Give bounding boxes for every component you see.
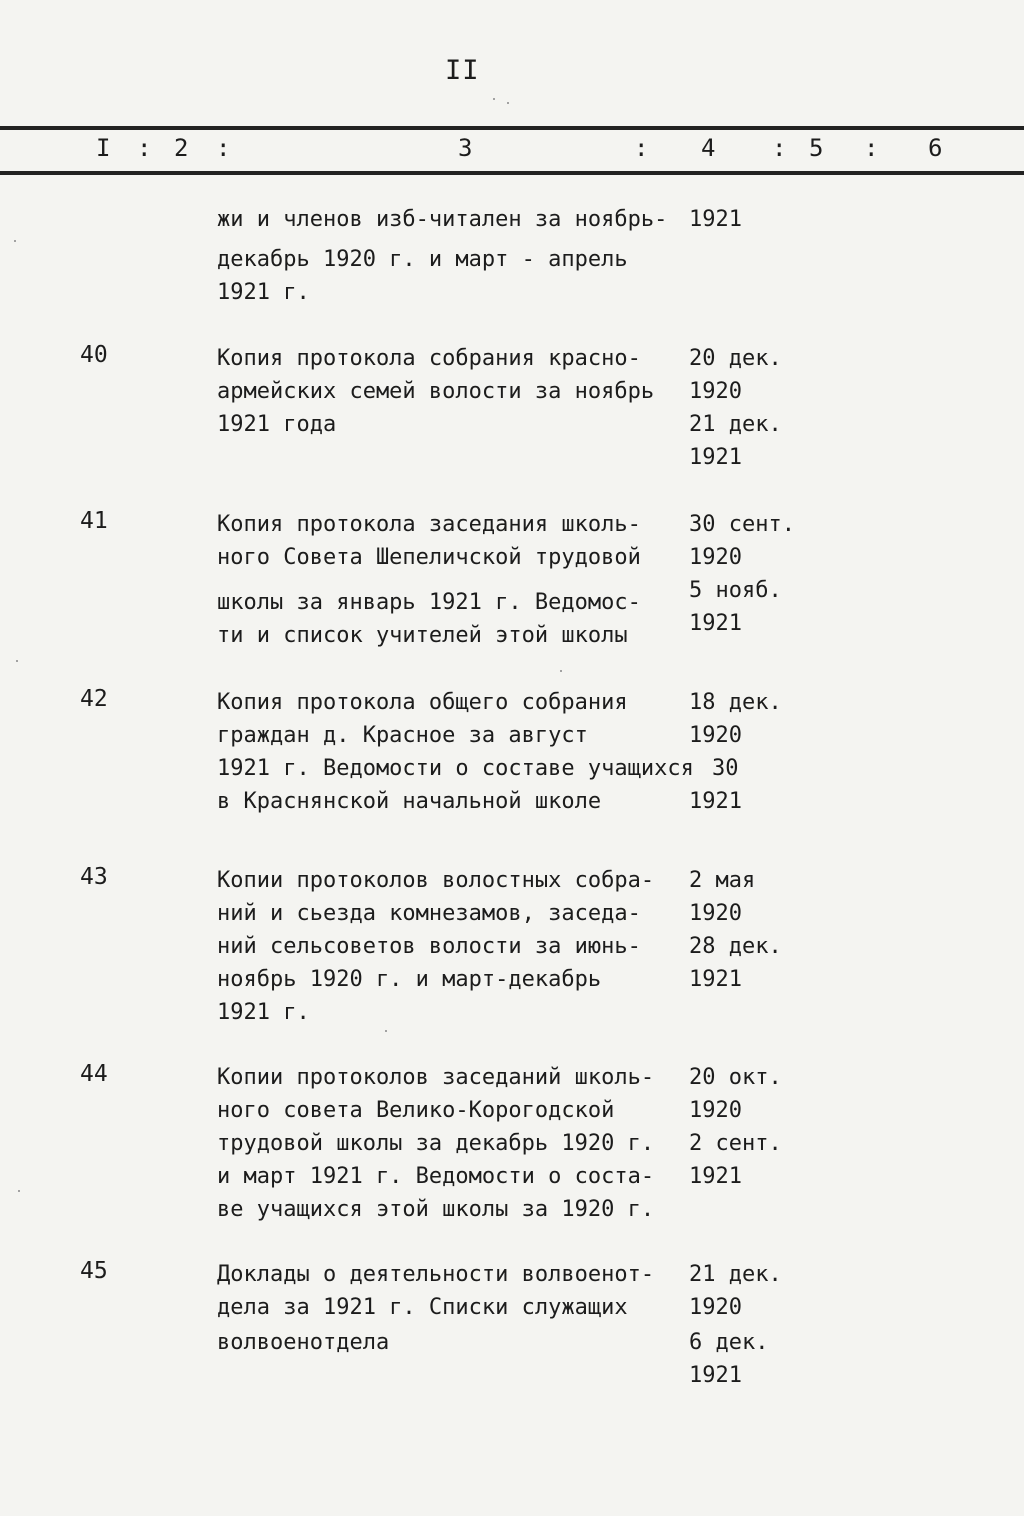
date-line: 20 дек. (689, 346, 782, 371)
column-header-2: 2 (174, 134, 189, 162)
entry-dates (689, 1061, 782, 1193)
description-line: 1921 года (217, 412, 337, 437)
date-line: 2 сент. (689, 1131, 782, 1156)
entry-description (217, 508, 641, 652)
scan-speck (507, 102, 509, 104)
entry-dates (689, 508, 795, 640)
description-line: граждан д. Красное за август (217, 723, 588, 748)
description-line: ти и список учителей этой школы (217, 623, 628, 648)
date-line: 20 окт. (689, 1065, 782, 1090)
entry-dates (689, 342, 782, 474)
entry-number: 41 (80, 508, 108, 534)
column-header-1: I (96, 134, 111, 162)
scan-speck (493, 98, 495, 100)
entry-description (217, 686, 694, 818)
column-separator: : (864, 134, 879, 162)
date-line: 1920 (689, 545, 742, 570)
scan-speck (18, 1190, 20, 1192)
column-header-row (0, 134, 1024, 168)
description-line: 1921 г. (217, 280, 310, 305)
description-line: ного совета Велико-Корогодской (217, 1098, 615, 1123)
entry-description (217, 203, 667, 309)
description-line: ний сельсоветов волости за июнь- (217, 934, 641, 959)
date-line: 1921 (689, 967, 742, 992)
date-line: 1920 (689, 901, 742, 926)
description-line: Копия протокола заседания школь- (217, 512, 641, 537)
description-line: ве учащихся этой школы за 1920 г. (217, 1197, 655, 1222)
column-separator: : (216, 134, 231, 162)
column-separator: : (634, 134, 649, 162)
entry-dates (689, 686, 782, 818)
entry-number: 42 (80, 686, 108, 712)
column-header-5: 5 (809, 134, 824, 162)
date-line: 1921 (689, 445, 742, 470)
entry-dates (689, 203, 742, 236)
description-line: ний и сьезда комнезамов, заседа- (217, 901, 641, 926)
date-line: 2 мая (689, 868, 756, 893)
date-line: 30 сент. (689, 512, 795, 537)
description-line: Копия протокола собрания красно- (217, 346, 641, 371)
scan-speck (560, 670, 562, 672)
date-line: 30 (712, 756, 739, 781)
date-line: 1921 (689, 1363, 742, 1388)
header-top-rule (0, 126, 1024, 130)
date-line: 1920 (689, 379, 742, 404)
description-line: 1921 г. (217, 1000, 310, 1025)
date-line: 1921 (689, 207, 742, 232)
scan-speck (385, 1030, 387, 1032)
entry-description (217, 1061, 654, 1226)
date-line: 1920 (689, 723, 742, 748)
description-line: 1921 г. Ведомости о составе учащихся (217, 756, 694, 781)
date-line: 1920 (689, 1295, 742, 1320)
column-separator: : (137, 134, 152, 162)
description-line: жи и членов изб-читален за ноябрь- (217, 207, 668, 232)
column-separator: : (772, 134, 787, 162)
description-line: в Краснянской начальной школе (217, 789, 602, 814)
entry-number: 40 (80, 342, 108, 368)
scan-speck (16, 660, 18, 662)
description-line: волвоенотдела (217, 1330, 390, 1355)
description-line: Копия протокола общего собрания (217, 690, 628, 715)
page-number: II (445, 55, 480, 86)
date-line: 1921 (689, 789, 742, 814)
description-line: декабрь 1920 г. и март - апрель (217, 247, 628, 272)
header-bottom-rule (0, 171, 1024, 175)
description-line: Копии протоколов заседаний школь- (217, 1065, 655, 1090)
entry-number: 44 (80, 1061, 108, 1087)
description-line: Копии протоколов волостных собра- (217, 868, 655, 893)
description-line: дела за 1921 г. Списки служащих (217, 1295, 628, 1320)
entry-number: 43 (80, 864, 108, 890)
description-line: ноябрь 1920 г. и март-декабрь (217, 967, 602, 992)
scan-speck (14, 240, 16, 242)
entry-description (217, 342, 654, 441)
entry-description (217, 1258, 654, 1359)
entry-number: 45 (80, 1258, 108, 1284)
date-line: 1921 (689, 611, 742, 636)
entry-description (217, 864, 654, 1029)
description-line: армейских семей волости за ноябрь (217, 379, 655, 404)
column-header-4: 4 (701, 134, 716, 162)
entry-dates (689, 1258, 782, 1392)
date-line: 6 дек. (689, 1330, 769, 1355)
description-line: Доклады о деятельности волвоенот- (217, 1262, 655, 1287)
description-line: трудовой школы за декабрь 1920 г. (217, 1131, 655, 1156)
date-line: 28 дек. (689, 934, 782, 959)
column-header-3: 3 (458, 134, 473, 162)
date-line: 5 нояб. (689, 578, 782, 603)
entry-dates (689, 864, 782, 996)
description-line: школы за январь 1921 г. Ведомос- (217, 590, 641, 615)
description-line: ного Совета Шепеличской трудовой (217, 545, 641, 570)
date-line: 18 дек. (689, 690, 782, 715)
description-line: и март 1921 г. Ведомости о соста- (217, 1164, 655, 1189)
date-line: 21 дек. (689, 412, 782, 437)
date-line: 21 дек. (689, 1262, 782, 1287)
date-line: 1921 (689, 1164, 742, 1189)
date-line: 1920 (689, 1098, 742, 1123)
column-header-6: 6 (928, 134, 943, 162)
